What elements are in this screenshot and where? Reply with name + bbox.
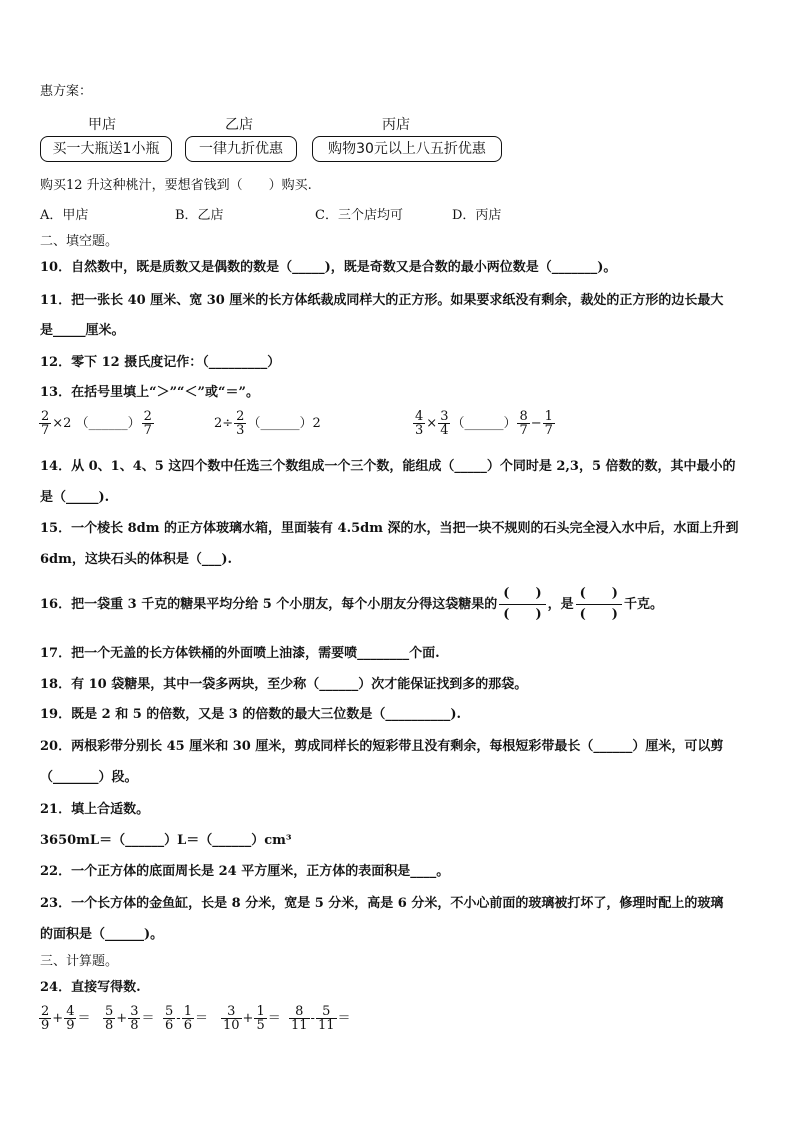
q13-expr-b: 2÷ $\frac{2}{3}$ （______）2: [214, 409, 321, 438]
fraction-blank: $\frac{( )}{( )}$: [576, 584, 622, 625]
question-17: 17．把一个无盖的长方体铁桶的外面喷上油漆，需要喷________个面.: [40, 646, 440, 661]
fraction: $\frac{1}{7}$: [544, 409, 553, 438]
fraction: $\frac{1}{5}$: [256, 1004, 265, 1033]
shop-name-jia: 甲店: [88, 117, 116, 133]
question-20-line1: 20．两根彩带分别长 45 厘米和 30 厘米，剪成同样长的短彩带且没有剩余，每根短彩带最长（______）厘米，可以剪: [40, 739, 724, 754]
fraction-blank: $\frac{( )}{( )}$: [499, 584, 545, 625]
q9-option-b: B．乙店: [175, 208, 224, 223]
q24-expr-5: $\frac{8}{11}$ - $\frac{5}{11}$ ＝: [291, 1004, 351, 1033]
question-13: 13．在括号里填上“＞”“＜”或“＝”。: [40, 385, 259, 400]
q9-stem: 购买12 升这种桃汁，要想省钱到（ ）购买.: [40, 178, 312, 193]
question-15-line1: 15．一个棱长 8dm 的正方体玻璃水箱，里面装有 4.5dm 深的水，当把一块不规则的石头完全浸入水中后，水面上升到: [40, 521, 739, 536]
q24-expr-2: $\frac{5}{8}$ + $\frac{3}{8}$ ＝: [105, 1004, 155, 1033]
question-14-line1: 14．从 0、1、4、5 这四个数中任选三个数组成一个三个数，能组成（_____）个同时是 2,3，5 倍数的数，其中最小的: [40, 459, 736, 474]
section-heading-fill: 二、填空题。: [40, 234, 119, 249]
q9-options: [40, 207, 740, 225]
fraction: $\frac{4}{3}$: [415, 409, 424, 438]
section-heading-calc: 三、计算题。: [40, 954, 119, 969]
question-23-line2: 的面积是（______)。: [40, 927, 164, 942]
q9-option-d: D．丙店: [452, 208, 502, 223]
question-16: 16．把一袋重 3 千克的糖果平均分给 5 个小朋友，每个小朋友分得这袋糖果的 $\frac{( )}{( )}$ ，是 $\frac{( )}{( )}$ 千克。: [40, 584, 663, 625]
q13-expr-a: $\frac{2}{7}$ ×2 （______） $\frac{2}{7}$: [41, 409, 152, 438]
q24-expr-3: $\frac{5}{6}$ - $\frac{1}{6}$ ＝: [165, 1004, 208, 1033]
fraction: $\frac{2}{3}$: [236, 409, 245, 438]
fraction: $\frac{5}{6}$: [165, 1004, 174, 1033]
question-18: 18．有 10 袋糖果，其中一袋多两块，至少称（______）次才能保证找到多的那袋。: [40, 677, 528, 692]
fraction: $\frac{8}{11}$: [291, 1004, 308, 1033]
fraction: $\frac{8}{7}$: [519, 409, 528, 438]
question-11-line2: 是_____厘米。: [40, 323, 125, 338]
fraction: $\frac{2}{7}$: [143, 409, 152, 438]
question-21: 21．填上合适数。: [40, 802, 150, 817]
question-21-expr: 3650mL＝（______）L＝（______）cm³: [40, 833, 292, 848]
question-10: 10．自然数中，既是质数又是偶数的数是（_____)，既是奇数又是合数的最小两位数是（_______)。: [40, 260, 617, 275]
question-20-line2: （_______）段。: [40, 770, 138, 785]
fraction: $\frac{2}{9}$: [41, 1004, 50, 1033]
fraction: $\frac{4}{9}$: [66, 1004, 75, 1033]
offer-box-jia: 买一大瓶送1小瓶: [40, 136, 172, 162]
q13-expr-c: $\frac{4}{3}$ × $\frac{3}{4}$ （______） $\frac{8}{7}$ − $\frac{1}{7}$: [415, 409, 553, 438]
question-12: 12．零下 12 摄氏度记作：（_________）: [40, 355, 281, 370]
q24-expr-1: $\frac{2}{9}$ + $\frac{4}{9}$ ＝: [41, 1004, 91, 1033]
intro-text: 惠方案：: [40, 84, 93, 99]
q24-expr-4: $\frac{3}{10}$ + $\frac{1}{5}$ ＝: [223, 1004, 281, 1033]
question-24: 24．直接写得数.: [40, 980, 141, 995]
shop-name-bing: 丙店: [382, 117, 410, 133]
question-11-line1: 11．把一张长 40 厘米、宽 30 厘米的长方体纸裁成同样大的正方形。如果要求纸没有剩余，裁处的正方形的边长最大: [40, 293, 724, 308]
fraction: $\frac{3}{4}$: [440, 409, 449, 438]
question-23-line1: 23．一个长方体的金鱼缸，长是 8 分米，宽是 5 分米，高是 6 分米，不小心前面的玻璃被打坏了，修理时配上的玻璃: [40, 896, 724, 911]
question-14-line2: 是（_____).: [40, 490, 110, 505]
fraction: $\frac{3}{8}$: [130, 1004, 139, 1033]
offer-box-yi: 一律九折优惠: [185, 136, 297, 162]
fraction: $\frac{1}{6}$: [183, 1004, 192, 1033]
fraction: $\frac{5}{11}$: [317, 1004, 335, 1033]
q9-option-a: A．甲店: [40, 208, 89, 223]
offer-box-bing: 购物30元以上八五折优惠: [312, 136, 502, 162]
fraction: $\frac{2}{7}$: [41, 409, 50, 438]
question-15-line2: 6dm，这块石头的体积是（___).: [40, 552, 233, 567]
fraction: $\frac{3}{10}$: [223, 1004, 240, 1033]
question-22: 22．一个正方体的底面周长是 24 平方厘米，正方体的表面积是____。: [40, 864, 450, 879]
shop-name-yi: 乙店: [225, 117, 253, 133]
q9-option-c: C．三个店均可: [315, 208, 403, 223]
fraction: $\frac{5}{8}$: [105, 1004, 114, 1033]
question-19: 19．既是 2 和 5 的倍数，又是 3 的倍数的最大三位数是（__________).: [40, 707, 462, 722]
